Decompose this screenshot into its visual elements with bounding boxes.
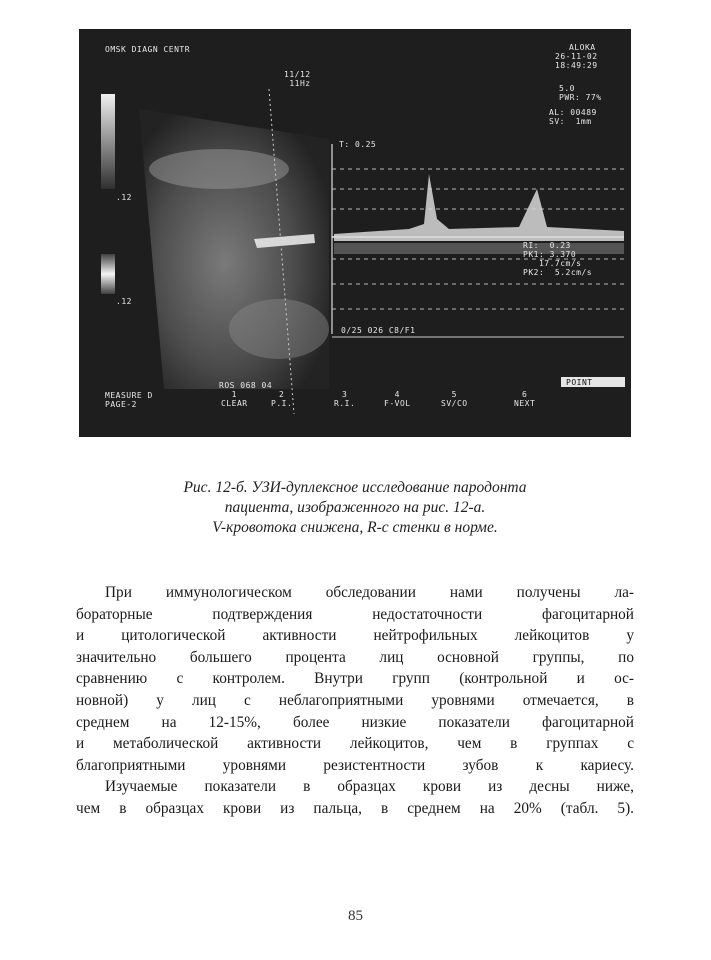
body-line-4: значительно большего процента лиц основной группы, по xyxy=(76,648,634,666)
softkey-3[interactable]: 3 R.I. xyxy=(334,390,356,408)
ultrasound-figure xyxy=(79,29,631,437)
time-marker: T: 0.25 xyxy=(339,140,377,149)
point-label: POINT xyxy=(566,378,593,387)
body-line-11: чем в образцах крови из пальца, в среднем на 20% (табл. 5). xyxy=(76,799,634,817)
bottom-status: 0/25 026 C8/F1 xyxy=(341,326,416,335)
caption-line-2: пациента, изображенного на рис. 12-а. xyxy=(224,499,486,516)
center-label: OMSK DIAGN CENTR xyxy=(105,45,191,54)
date-label: 26-11-02 xyxy=(555,52,598,61)
ri-measurements: RI: 0.23 PK1: 3.370 17.7cm/s PK2: 5.2cm/s xyxy=(523,241,593,277)
brand-label: ALOKA xyxy=(569,43,596,52)
softkey-1[interactable]: 1 CLEAR xyxy=(221,390,248,408)
softkey-2[interactable]: 2 P.I. xyxy=(271,390,293,408)
body-paragraph xyxy=(76,582,634,820)
al-sv-readout: AL: 00489 SV: 1mm xyxy=(549,108,597,126)
body-line-2: бораторные подтверждения недостаточности фагоцитарной xyxy=(76,605,634,623)
color-scale-bar xyxy=(101,254,115,294)
softkey-5[interactable]: 5 SV/CO xyxy=(441,390,468,408)
frequency-readout: 11/12 11Hz xyxy=(284,70,311,88)
body-line-8: и метаболической активности лейкоцитов, чем в группах с xyxy=(76,735,634,753)
body-line-1: При иммунологическом обследовании нами получены ла- xyxy=(105,584,634,601)
body-line-9: благоприятными уровнями резистентности зубов к кариесу. xyxy=(76,756,634,774)
gray-scale-bar xyxy=(101,94,115,189)
body-line-3: и цитологической активности нейтрофильных лейкоцитов у xyxy=(76,627,634,645)
scale-bottom-label: .12 xyxy=(116,297,132,306)
body-line-6: новной) у лиц с неблагоприятными уровнями отмечается, в xyxy=(76,691,634,709)
caption-line-1: Рис. 12-б. УЗИ-дуплексное исследование пародонта xyxy=(183,479,527,496)
body-line-10: Изучаемые показатели в образцах крови из десны ниже, xyxy=(105,778,634,796)
ultrasound-image xyxy=(79,29,631,437)
softkey-6[interactable]: 6 NEXT xyxy=(514,390,536,408)
doppler-spectrum xyxy=(334,174,624,241)
scale-top-label: .12 xyxy=(116,193,132,202)
time-label: 18:49:29 xyxy=(555,61,598,70)
power-readout: 5.0 PWR: 77% xyxy=(559,84,602,102)
body-line-7: среднем на 12-15%, более низкие показатели фагоцитарной xyxy=(76,713,634,731)
page-number: 85 xyxy=(348,908,363,924)
figure-caption xyxy=(79,478,631,538)
caption-line-3: V-кровотока снижена, R-с стенки в норме. xyxy=(212,519,498,536)
body-line-5: сравнению с контролем. Внутри групп (контрольной и ос- xyxy=(76,670,634,688)
softkey-header: ROS 068 04 xyxy=(219,381,273,390)
measure-menu: MEASURE D PAGE-2 xyxy=(105,391,153,409)
softkey-4[interactable]: 4 F-VOL xyxy=(384,390,411,408)
